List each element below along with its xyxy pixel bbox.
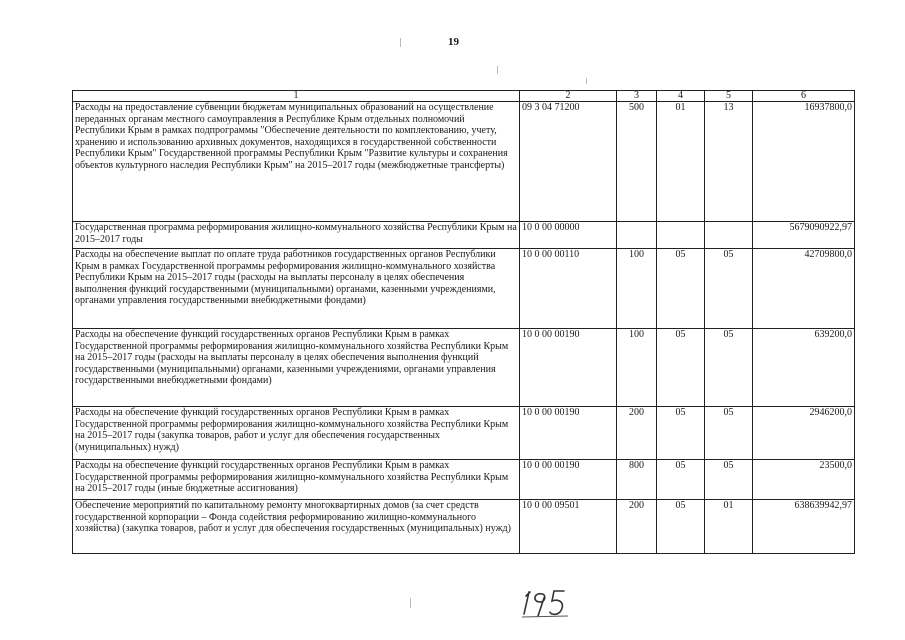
row-code: 10 0 00 00190 bbox=[520, 329, 617, 407]
column-header-1: 1 bbox=[73, 91, 520, 102]
row-col3: 100 bbox=[617, 249, 657, 329]
table-row bbox=[73, 222, 855, 249]
scan-speck bbox=[400, 38, 401, 47]
row-col3 bbox=[617, 222, 657, 249]
row-code: 10 0 00 09501 bbox=[520, 500, 617, 554]
table-row bbox=[73, 460, 855, 500]
page-number: 19 bbox=[448, 36, 459, 48]
table-header-row bbox=[73, 91, 855, 102]
row-amount: 638639942,97 bbox=[753, 500, 855, 554]
row-col5: 05 bbox=[705, 407, 753, 460]
row-description: Обеспечение мероприятий по капитальному ремонту многоквартирных домов (за счет средств государственной корпорации – Фонда содействия реформированию жилищно-коммунального хозяйства) (закупка товаров, работ и услуг для обеспечения государственных (муниципальных) нужд) bbox=[73, 500, 520, 554]
row-col4 bbox=[657, 222, 705, 249]
row-col5: 01 bbox=[705, 500, 753, 554]
table-row bbox=[73, 500, 855, 554]
row-col4: 01 bbox=[657, 102, 705, 222]
row-code: 10 0 00 00110 bbox=[520, 249, 617, 329]
table-row bbox=[73, 102, 855, 222]
row-col5: 05 bbox=[705, 460, 753, 500]
row-code: 10 0 00 00190 bbox=[520, 407, 617, 460]
row-col3: 500 bbox=[617, 102, 657, 222]
row-amount: 42709800,0 bbox=[753, 249, 855, 329]
row-col5: 13 bbox=[705, 102, 753, 222]
budget-table bbox=[72, 90, 855, 554]
row-col5: 05 bbox=[705, 329, 753, 407]
row-description: Расходы на предоставление субвенции бюджетам муниципальных образований на осуществление переданных органам местного самоуправления в Республике Крым отдельных полномочий Республики Крым в рамках подпрограммы "Обеспечение деятельности по комплектованию, учету, хранению и использованию архивных документов, находящихся в государственной собственности Республики Крым" Государственной программы Республики Крым "Развитие культуры и сохранения объектов культурного наследия Республики Крым" на 2015–2017 годы (межбюджетные трансферты) bbox=[73, 102, 520, 222]
table-row bbox=[73, 249, 855, 329]
row-col3: 800 bbox=[617, 460, 657, 500]
row-col5 bbox=[705, 222, 753, 249]
row-col3: 200 bbox=[617, 500, 657, 554]
row-amount: 639200,0 bbox=[753, 329, 855, 407]
scan-speck bbox=[586, 78, 587, 84]
row-description: Расходы на обеспечение функций государственных органов Республики Крым в рамках Государственной программы реформирования жилищно-коммунального хозяйства Республики Крым на 2015–2017 годы (расходы на выплаты персоналу в целях обеспечения выполнения функций государственными (муниципальными) органами, казенными учреждениями, органами управления государственными внебюджетными фондами) bbox=[73, 329, 520, 407]
row-code: 09 3 04 71200 bbox=[520, 102, 617, 222]
column-header-4: 4 bbox=[657, 91, 705, 102]
row-col4: 05 bbox=[657, 460, 705, 500]
row-amount: 2946200,0 bbox=[753, 407, 855, 460]
row-amount: 16937800,0 bbox=[753, 102, 855, 222]
row-col5: 05 bbox=[705, 249, 753, 329]
column-header-2: 2 bbox=[520, 91, 617, 102]
row-amount: 23500,0 bbox=[753, 460, 855, 500]
column-header-3: 3 bbox=[617, 91, 657, 102]
row-description: Расходы на обеспечение функций государственных органов Республики Крым в рамках Государственной программы реформирования жилищно-коммунального хозяйства Республики Крым на 2015–2017 годы (закупка товаров, работ и услуг для обеспечения государственных (муниципальных) нужд) bbox=[73, 407, 520, 460]
table-row bbox=[73, 329, 855, 407]
scan-speck bbox=[497, 66, 498, 74]
row-col3: 100 bbox=[617, 329, 657, 407]
scan-speck bbox=[410, 598, 411, 608]
row-code: 10 0 00 00000 bbox=[520, 222, 617, 249]
table-row bbox=[73, 407, 855, 460]
column-header-5: 5 bbox=[705, 91, 753, 102]
row-description: Государственная программа реформирования жилищно-коммунального хозяйства Республики Крым на 2015–2017 годы bbox=[73, 222, 520, 249]
column-header-6: 6 bbox=[753, 91, 855, 102]
row-code: 10 0 00 00190 bbox=[520, 460, 617, 500]
row-col4: 05 bbox=[657, 329, 705, 407]
row-col3: 200 bbox=[617, 407, 657, 460]
row-description: Расходы на обеспечение выплат по оплате труда работников государственных органов Республики Крым в рамках Государственной программы реформирования жилищно-коммунального хозяйства Республики Крым на 2015–2017 годы (расходы на выплаты персоналу в целях обеспечения выполнения функций государственными (муниципальными) органами, казенными учреждениями, органами управления государственными внебюджетными фондами) bbox=[73, 249, 520, 329]
row-description: Расходы на обеспечение функций государственных органов Республики Крым в рамках Государственной программы реформирования жилищно-коммунального хозяйства Республики Крым на 2015–2017 годы (иные бюджетные ассигнования) bbox=[73, 460, 520, 500]
row-amount: 5679090922,97 bbox=[753, 222, 855, 249]
row-col4: 05 bbox=[657, 500, 705, 554]
handwritten-page-mark bbox=[520, 588, 570, 618]
row-col4: 05 bbox=[657, 407, 705, 460]
row-col4: 05 bbox=[657, 249, 705, 329]
